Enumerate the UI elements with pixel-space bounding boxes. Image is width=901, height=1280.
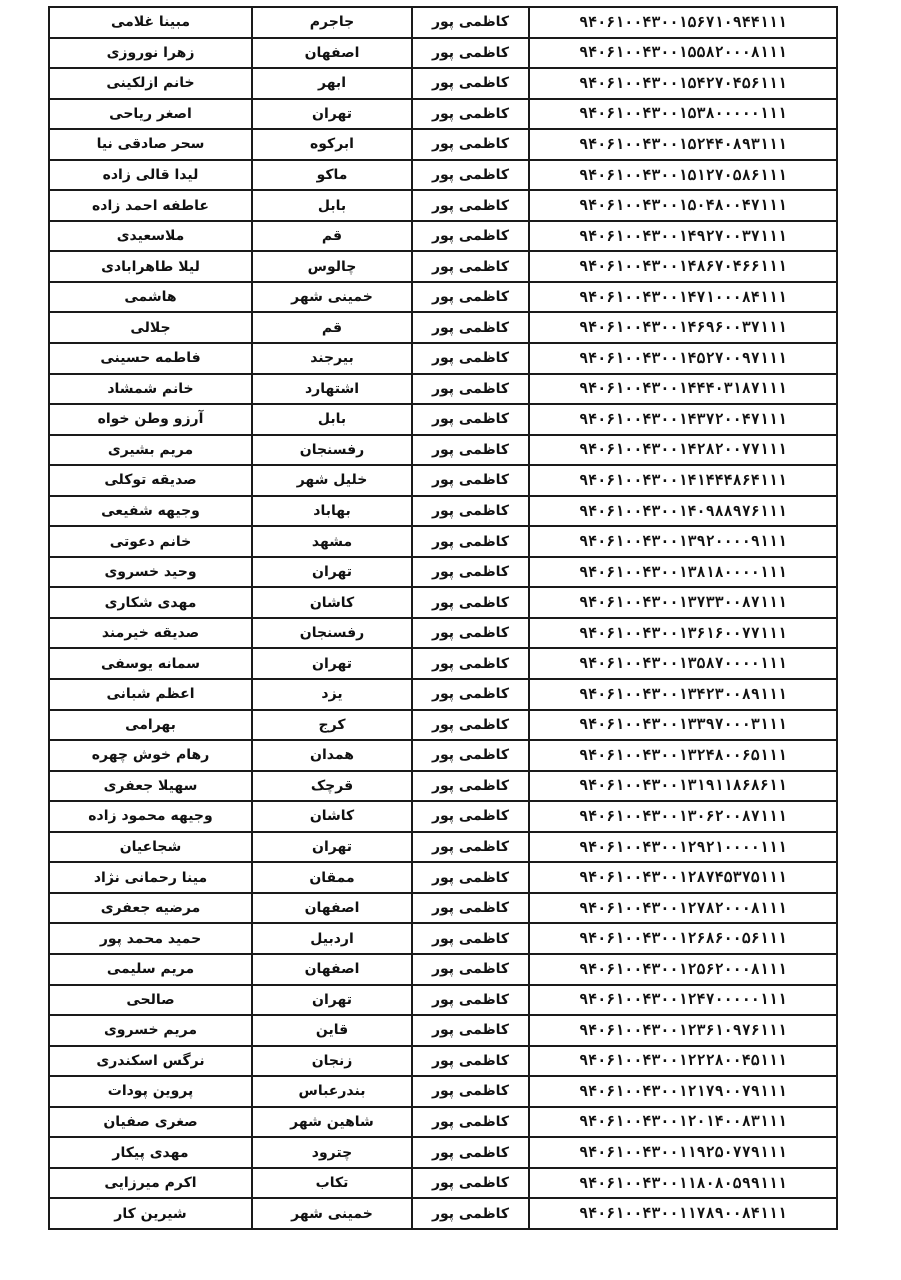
person-name-cell: صالحی — [49, 985, 252, 1016]
tracking-code-cell: ۹۴۰۶۱۰۰۴۳۰۰۱۲۷۸۲۰۰۰۸۱۱۱ — [529, 893, 837, 924]
table-row — [49, 1198, 837, 1229]
tracking-code-cell: ۹۴۰۶۱۰۰۴۳۰۰۱۴۰۹۸۸۹۷۶۱۱۱ — [529, 496, 837, 527]
ledger-body — [49, 7, 837, 1229]
school-cell: کاظمی پور — [412, 648, 529, 679]
person-name-cell: مینا رحمانی نژاد — [49, 862, 252, 893]
tracking-code-cell: ۹۴۰۶۱۰۰۴۳۰۰۱۴۶۹۶۰۰۳۷۱۱۱ — [529, 312, 837, 343]
school-cell: کاظمی پور — [412, 832, 529, 863]
school-cell: کاظمی پور — [412, 404, 529, 435]
table-row — [49, 862, 837, 893]
person-name-cell: صدیقه توکلی — [49, 465, 252, 496]
table-row — [49, 129, 837, 160]
school-cell: کاظمی پور — [412, 1198, 529, 1229]
tracking-code-cell: ۹۴۰۶۱۰۰۴۳۰۰۱۲۲۲۸۰۰۴۵۱۱۱ — [529, 1046, 837, 1077]
person-name-cell: عاطفه احمد زاده — [49, 190, 252, 221]
tracking-code-cell: ۹۴۰۶۱۰۰۴۳۰۰۱۵۵۸۲۰۰۰۸۱۱۱ — [529, 38, 837, 69]
person-name-cell: خانم دعوتی — [49, 526, 252, 557]
person-name-cell: سمانه یوسفی — [49, 648, 252, 679]
person-name-cell: زهرا نوروزی — [49, 38, 252, 69]
tracking-code-cell: ۹۴۰۶۱۰۰۴۳۰۰۱۴۲۸۲۰۰۷۷۱۱۱ — [529, 435, 837, 466]
school-cell: کاظمی پور — [412, 740, 529, 771]
table-row — [49, 465, 837, 496]
tracking-code-cell: ۹۴۰۶۱۰۰۴۳۰۰۱۲۴۷۰۰۰۰۰۱۱۱ — [529, 985, 837, 1016]
city-cell: خمینی شهر — [252, 1198, 412, 1229]
tracking-code-cell: ۹۴۰۶۱۰۰۴۳۰۰۱۲۳۶۱۰۹۷۶۱۱۱ — [529, 1015, 837, 1046]
city-cell: تهران — [252, 557, 412, 588]
school-cell: کاظمی پور — [412, 190, 529, 221]
table-row — [49, 1168, 837, 1199]
school-cell: کاظمی پور — [412, 1168, 529, 1199]
person-name-cell: خانم شمشاد — [49, 374, 252, 405]
person-name-cell: وجیهه محمود زاده — [49, 801, 252, 832]
tracking-code-cell: ۹۴۰۶۱۰۰۴۳۰۰۱۴۷۱۰۰۰۸۴۱۱۱ — [529, 282, 837, 313]
city-cell: قم — [252, 312, 412, 343]
school-cell: کاظمی پور — [412, 496, 529, 527]
school-cell: کاظمی پور — [412, 710, 529, 741]
tracking-code-cell: ۹۴۰۶۱۰۰۴۳۰۰۱۲۱۷۹۰۰۷۹۱۱۱ — [529, 1076, 837, 1107]
city-cell: بندرعباس — [252, 1076, 412, 1107]
person-name-cell: پروین پودات — [49, 1076, 252, 1107]
city-cell: اصفهان — [252, 893, 412, 924]
table-row — [49, 312, 837, 343]
table-row — [49, 557, 837, 588]
city-cell: جاجرم — [252, 7, 412, 38]
school-cell: کاظمی پور — [412, 679, 529, 710]
person-name-cell: لیدا قالی زاده — [49, 160, 252, 191]
table-row — [49, 893, 837, 924]
person-name-cell: مبینا غلامی — [49, 7, 252, 38]
person-name-cell: حمید محمد پور — [49, 923, 252, 954]
school-cell: کاظمی پور — [412, 618, 529, 649]
school-cell: کاظمی پور — [412, 954, 529, 985]
ledger-table — [48, 6, 838, 1230]
school-cell: کاظمی پور — [412, 771, 529, 802]
school-cell: کاظمی پور — [412, 801, 529, 832]
person-name-cell: اکرم میرزایی — [49, 1168, 252, 1199]
table-row — [49, 160, 837, 191]
city-cell: چترود — [252, 1137, 412, 1168]
table-row — [49, 985, 837, 1016]
city-cell: قاین — [252, 1015, 412, 1046]
city-cell: شاهین شهر — [252, 1107, 412, 1138]
city-cell: اصفهان — [252, 954, 412, 985]
table-row — [49, 618, 837, 649]
person-name-cell: صغری صفیان — [49, 1107, 252, 1138]
table-row — [49, 954, 837, 985]
table-row — [49, 99, 837, 130]
table-row — [49, 38, 837, 69]
table-row — [49, 801, 837, 832]
tracking-code-cell: ۹۴۰۶۱۰۰۴۳۰۰۱۳۹۲۰۰۰۰۹۱۱۱ — [529, 526, 837, 557]
person-name-cell: هاشمی — [49, 282, 252, 313]
school-cell: کاظمی پور — [412, 465, 529, 496]
person-name-cell: نرگس اسکندری — [49, 1046, 252, 1077]
person-name-cell: شجاعیان — [49, 832, 252, 863]
tracking-code-cell: ۹۴۰۶۱۰۰۴۳۰۰۱۳۲۴۸۰۰۶۵۱۱۱ — [529, 740, 837, 771]
person-name-cell: ملاسعیدی — [49, 221, 252, 252]
person-name-cell: سهیلا جعفری — [49, 771, 252, 802]
school-cell: کاظمی پور — [412, 38, 529, 69]
school-cell: کاظمی پور — [412, 1107, 529, 1138]
city-cell: خمینی شهر — [252, 282, 412, 313]
school-cell: کاظمی پور — [412, 862, 529, 893]
city-cell: تهران — [252, 99, 412, 130]
city-cell: کرج — [252, 710, 412, 741]
tracking-code-cell: ۹۴۰۶۱۰۰۴۳۰۰۱۳۳۹۷۰۰۰۳۱۱۱ — [529, 710, 837, 741]
city-cell: تهران — [252, 648, 412, 679]
school-cell: کاظمی پور — [412, 893, 529, 924]
school-cell: کاظمی پور — [412, 221, 529, 252]
person-name-cell: وجیهه شفیعی — [49, 496, 252, 527]
person-name-cell: مهدی پیکار — [49, 1137, 252, 1168]
table-row — [49, 587, 837, 618]
city-cell: اردبیل — [252, 923, 412, 954]
school-cell: کاظمی پور — [412, 1076, 529, 1107]
school-cell: کاظمی پور — [412, 557, 529, 588]
ledger-sheet — [48, 6, 836, 1230]
tracking-code-cell: ۹۴۰۶۱۰۰۴۳۰۰۱۲۶۸۶۰۰۵۶۱۱۱ — [529, 923, 837, 954]
school-cell: کاظمی پور — [412, 160, 529, 191]
table-row — [49, 496, 837, 527]
school-cell: کاظمی پور — [412, 923, 529, 954]
person-name-cell: فاطمه حسینی — [49, 343, 252, 374]
table-row — [49, 1107, 837, 1138]
school-cell: کاظمی پور — [412, 282, 529, 313]
school-cell: کاظمی پور — [412, 435, 529, 466]
tracking-code-cell: ۹۴۰۶۱۰۰۴۳۰۰۱۱۸۰۸۰۵۹۹۱۱۱ — [529, 1168, 837, 1199]
city-cell: همدان — [252, 740, 412, 771]
person-name-cell: صدیقه خیرمند — [49, 618, 252, 649]
city-cell: رفسنجان — [252, 618, 412, 649]
school-cell: کاظمی پور — [412, 1046, 529, 1077]
tracking-code-cell: ۹۴۰۶۱۰۰۴۳۰۰۱۳۰۶۲۰۰۸۷۱۱۱ — [529, 801, 837, 832]
city-cell: ماکو — [252, 160, 412, 191]
city-cell: بابل — [252, 404, 412, 435]
person-name-cell: خانم ازلکینی — [49, 68, 252, 99]
table-row — [49, 282, 837, 313]
tracking-code-cell: ۹۴۰۶۱۰۰۴۳۰۰۱۵۰۴۸۰۰۴۷۱۱۱ — [529, 190, 837, 221]
tracking-code-cell: ۹۴۰۶۱۰۰۴۳۰۰۱۳۷۳۳۰۰۸۷۱۱۱ — [529, 587, 837, 618]
school-cell: کاظمی پور — [412, 1015, 529, 1046]
person-name-cell: مهدی شکاری — [49, 587, 252, 618]
school-cell: کاظمی پور — [412, 1137, 529, 1168]
tracking-code-cell: ۹۴۰۶۱۰۰۴۳۰۰۱۴۹۲۷۰۰۳۷۱۱۱ — [529, 221, 837, 252]
school-cell: کاظمی پور — [412, 7, 529, 38]
person-name-cell: لیلا طاهرابادی — [49, 251, 252, 282]
tracking-code-cell: ۹۴۰۶۱۰۰۴۳۰۰۱۵۶۷۱۰۹۴۴۱۱۱ — [529, 7, 837, 38]
tracking-code-cell: ۹۴۰۶۱۰۰۴۳۰۰۱۳۴۲۳۰۰۸۹۱۱۱ — [529, 679, 837, 710]
person-name-cell: جلالی — [49, 312, 252, 343]
person-name-cell: رهام خوش چهره — [49, 740, 252, 771]
person-name-cell: اعظم شبانی — [49, 679, 252, 710]
city-cell: کاشان — [252, 587, 412, 618]
tracking-code-cell: ۹۴۰۶۱۰۰۴۳۰۰۱۴۱۴۴۴۸۶۴۱۱۱ — [529, 465, 837, 496]
school-cell: کاظمی پور — [412, 587, 529, 618]
table-row — [49, 648, 837, 679]
city-cell: تکاب — [252, 1168, 412, 1199]
person-name-cell: مریم خسروی — [49, 1015, 252, 1046]
school-cell: کاظمی پور — [412, 129, 529, 160]
person-name-cell: مریم بشیری — [49, 435, 252, 466]
table-row — [49, 404, 837, 435]
school-cell: کاظمی پور — [412, 68, 529, 99]
school-cell: کاظمی پور — [412, 343, 529, 374]
person-name-cell: سحر صادقی نیا — [49, 129, 252, 160]
tracking-code-cell: ۹۴۰۶۱۰۰۴۳۰۰۱۲۸۷۴۵۳۷۵۱۱۱ — [529, 862, 837, 893]
city-cell: قرچک — [252, 771, 412, 802]
person-name-cell: مریم سلیمی — [49, 954, 252, 985]
tracking-code-cell: ۹۴۰۶۱۰۰۴۳۰۰۱۱۷۸۹۰۰۸۴۱۱۱ — [529, 1198, 837, 1229]
table-row — [49, 1046, 837, 1077]
city-cell: ابرکوه — [252, 129, 412, 160]
city-cell: ممقان — [252, 862, 412, 893]
table-row — [49, 374, 837, 405]
table-row — [49, 679, 837, 710]
school-cell: کاظمی پور — [412, 985, 529, 1016]
city-cell: قم — [252, 221, 412, 252]
table-row — [49, 740, 837, 771]
table-row — [49, 190, 837, 221]
city-cell: مشهد — [252, 526, 412, 557]
table-row — [49, 221, 837, 252]
tracking-code-cell: ۹۴۰۶۱۰۰۴۳۰۰۱۴۵۲۷۰۰۹۷۱۱۱ — [529, 343, 837, 374]
table-row — [49, 7, 837, 38]
table-row — [49, 1076, 837, 1107]
city-cell: بهاباد — [252, 496, 412, 527]
school-cell: کاظمی پور — [412, 312, 529, 343]
tracking-code-cell: ۹۴۰۶۱۰۰۴۳۰۰۱۲۹۲۱۰۰۰۰۱۱۱ — [529, 832, 837, 863]
city-cell: بابل — [252, 190, 412, 221]
city-cell: خلیل شهر — [252, 465, 412, 496]
table-row — [49, 832, 837, 863]
tracking-code-cell: ۹۴۰۶۱۰۰۴۳۰۰۱۳۸۱۸۰۰۰۰۱۱۱ — [529, 557, 837, 588]
tracking-code-cell: ۹۴۰۶۱۰۰۴۳۰۰۱۳۶۱۶۰۰۷۷۱۱۱ — [529, 618, 837, 649]
city-cell: کاشان — [252, 801, 412, 832]
person-name-cell: شیرین کار — [49, 1198, 252, 1229]
tracking-code-cell: ۹۴۰۶۱۰۰۴۳۰۰۱۵۳۸۰۰۰۰۰۱۱۱ — [529, 99, 837, 130]
city-cell: زنجان — [252, 1046, 412, 1077]
tracking-code-cell: ۹۴۰۶۱۰۰۴۳۰۰۱۳۱۹۱۱۸۶۸۶۱۱ — [529, 771, 837, 802]
tracking-code-cell: ۹۴۰۶۱۰۰۴۳۰۰۱۴۴۴۰۳۱۸۷۱۱۱ — [529, 374, 837, 405]
table-row — [49, 1015, 837, 1046]
person-name-cell: اصغر ریاحی — [49, 99, 252, 130]
person-name-cell: مرضیه جعفری — [49, 893, 252, 924]
table-row — [49, 710, 837, 741]
table-row — [49, 923, 837, 954]
tracking-code-cell: ۹۴۰۶۱۰۰۴۳۰۰۱۲۰۱۴۰۰۸۳۱۱۱ — [529, 1107, 837, 1138]
school-cell: کاظمی پور — [412, 99, 529, 130]
school-cell: کاظمی پور — [412, 251, 529, 282]
table-row — [49, 251, 837, 282]
tracking-code-cell: ۹۴۰۶۱۰۰۴۳۰۰۱۱۹۲۵۰۷۷۹۱۱۱ — [529, 1137, 837, 1168]
city-cell: تهران — [252, 985, 412, 1016]
table-row — [49, 1137, 837, 1168]
city-cell: بیرجند — [252, 343, 412, 374]
table-row — [49, 435, 837, 466]
tracking-code-cell: ۹۴۰۶۱۰۰۴۳۰۰۱۵۱۲۷۰۵۸۶۱۱۱ — [529, 160, 837, 191]
city-cell: یزد — [252, 679, 412, 710]
tracking-code-cell: ۹۴۰۶۱۰۰۴۳۰۰۱۴۸۶۷۰۴۶۶۱۱۱ — [529, 251, 837, 282]
tracking-code-cell: ۹۴۰۶۱۰۰۴۳۰۰۱۲۵۶۲۰۰۰۸۱۱۱ — [529, 954, 837, 985]
table-row — [49, 343, 837, 374]
table-row — [49, 771, 837, 802]
city-cell: چالوس — [252, 251, 412, 282]
tracking-code-cell: ۹۴۰۶۱۰۰۴۳۰۰۱۵۴۲۷۰۴۵۶۱۱۱ — [529, 68, 837, 99]
city-cell: رفسنجان — [252, 435, 412, 466]
table-row — [49, 68, 837, 99]
person-name-cell: آرزو وطن خواه — [49, 404, 252, 435]
city-cell: اصفهان — [252, 38, 412, 69]
city-cell: ابهر — [252, 68, 412, 99]
person-name-cell: وحید خسروی — [49, 557, 252, 588]
city-cell: اشتهارد — [252, 374, 412, 405]
school-cell: کاظمی پور — [412, 526, 529, 557]
person-name-cell: بهرامی — [49, 710, 252, 741]
tracking-code-cell: ۹۴۰۶۱۰۰۴۳۰۰۱۵۲۴۴۰۸۹۳۱۱۱ — [529, 129, 837, 160]
table-row — [49, 526, 837, 557]
tracking-code-cell: ۹۴۰۶۱۰۰۴۳۰۰۱۳۵۸۷۰۰۰۰۱۱۱ — [529, 648, 837, 679]
school-cell: کاظمی پور — [412, 374, 529, 405]
tracking-code-cell: ۹۴۰۶۱۰۰۴۳۰۰۱۴۳۷۲۰۰۴۷۱۱۱ — [529, 404, 837, 435]
city-cell: تهران — [252, 832, 412, 863]
